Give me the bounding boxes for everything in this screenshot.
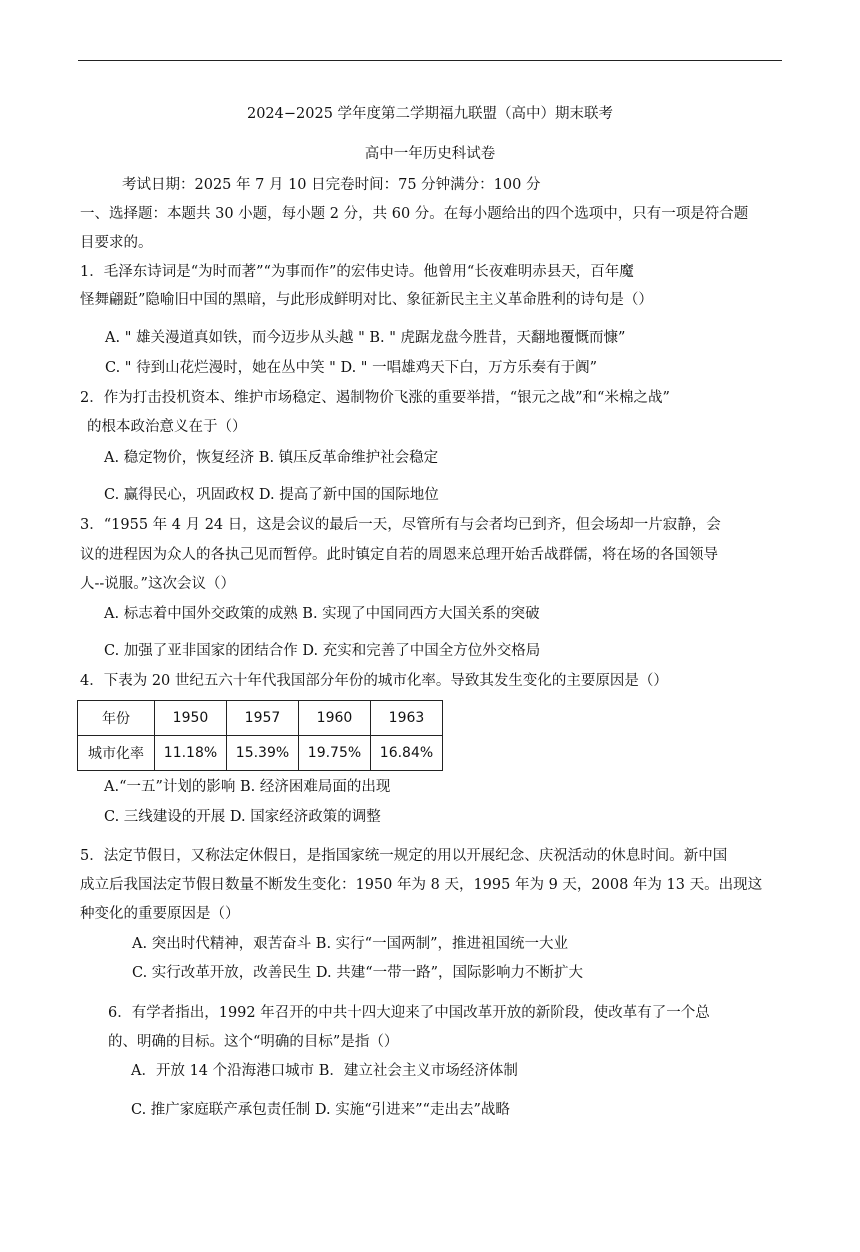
question-3-options-ab: A. 标志着中国外交政策的成熟 B. 实现了中国同西方大国关系的突破: [104, 606, 540, 622]
table-row: [78, 736, 443, 771]
table-cell: 1960: [299, 701, 371, 736]
table-cell: 19.75%: [299, 736, 371, 771]
table-cell: 1950: [155, 701, 227, 736]
question-5-stem-line1: 5．法定节假日，又称法定休假日，是指国家统一规定的用以开展纪念、庆祝活动的休息时间。新中国: [80, 848, 728, 864]
urbanization-table: [77, 700, 443, 771]
section-instruction-line1: 一、选择题：本题共 30 小题，每小题 2 分，共 60 分。在每小题给出的四个选项中，只有一项是符合题: [80, 206, 749, 222]
header-rule: [78, 60, 782, 61]
question-1-options-cd: C. " 待到山花烂漫时，她在丛中笑 " D. " 一唱雄鸡天下白，万方乐奏有于阗”: [105, 360, 597, 376]
question-2-options-ab: A. 稳定物价，恢复经济 B. 镇压反革命维护社会稳定: [104, 450, 439, 466]
question-3-stem-line3: 人--说服。”这次会议（）: [80, 576, 235, 592]
question-5-stem-line2: 成立后我国法定节假日数量不断发生变化：1950 年为 8 天，1995 年为 9 天，2008 年为 13 天。出现这: [80, 877, 763, 893]
table-cell: 年份: [78, 701, 155, 736]
table-cell: 1957: [227, 701, 299, 736]
question-6-options-cd: C. 推广家庭联产承包责任制 D. 实施“引进来”“走出去”战略: [131, 1102, 510, 1118]
question-2-stem-line1: 2．作为打击投机资本、维护市场稳定、遏制物价飞涨的重要举措，“银元之战”和“米棉之战”: [80, 390, 670, 406]
question-5-options-cd: C. 实行改革开放，改善民生 D. 共建“一带一路”，国际影响力不断扩大: [132, 965, 584, 981]
exam-info: 考试日期：2025 年 7 月 10 日完卷时间：75 分钟满分：100 分: [122, 177, 541, 193]
table-cell: 11.18%: [155, 736, 227, 771]
exam-subtitle: 高中一年历史科试卷: [364, 146, 496, 162]
question-5-options-ab: A. 突出时代精神，艰苦奋斗 B. 实行“一国两制”，推进祖国统一大业: [132, 936, 568, 952]
question-6-stem-line1: 6．有学者指出，1992 年召开的中共十四大迎来了中国改革开放的新阶段，使改革有了一个总: [108, 1005, 710, 1021]
question-1-stem-line2: 怪舞翩跹”隐喻旧中国的黑暗，与此形成鲜明对比、象征新民主主义革命胜利的诗句是（）: [80, 292, 653, 308]
question-4-options-ab: A.“一五”计划的影响 B. 经济困难局面的出现: [104, 779, 391, 795]
question-6-stem-line2: 的、明确的目标。这个“明确的目标”是指（）: [108, 1034, 399, 1050]
question-2-stem-line2: 的根本政治意义在于（）: [87, 419, 247, 435]
exam-title: 2024−2025 学年度第二学期福九联盟（高中）期末联考: [246, 106, 614, 122]
section-instruction-line2: 目要求的。: [80, 235, 153, 251]
question-6-options-ab: A．开放 14 个沿海港口城市 B．建立社会主义市场经济体制: [131, 1063, 518, 1079]
question-1-options-ab: A. " 雄关漫道真如铁，而今迈步从头越 " B. " 虎踞龙盘今胜昔，天翻地覆慨而慷”: [105, 330, 626, 346]
question-2-options-cd: C. 赢得民心，巩固政权 D. 提高了新中国的国际地位: [104, 487, 439, 503]
question-4-stem: 4．下表为 20 世纪五六十年代我国部分年份的城市化率。导致其发生变化的主要原因是（）: [80, 673, 668, 689]
question-4-options-cd: C. 三线建设的开展 D. 国家经济政策的调整: [104, 809, 381, 825]
table-cell: 1963: [371, 701, 443, 736]
table-cell: 城市化率: [78, 736, 155, 771]
question-3-stem-line1: 3．“1955 年 4 月 24 日，这是会议的最后一天，尽管所有与会者均已到齐，但会场却一片寂静，会: [80, 517, 721, 533]
question-1-stem-line1: 1．毛泽东诗词是“为时而著”“为事而作”的宏伟史诗。他曾用“长夜难明赤县天，百年魔: [80, 264, 634, 280]
table-cell: 15.39%: [227, 736, 299, 771]
question-3-options-cd: C. 加强了亚非国家的团结合作 D. 充实和完善了中国全方位外交格局: [104, 643, 541, 659]
question-5-stem-line3: 种变化的重要原因是（）: [80, 906, 240, 922]
table-cell: 16.84%: [371, 736, 443, 771]
question-3-stem-line2: 议的进程因为众人的各执己见而暂停。此时镇定自若的周恩来总理开始舌战群儒，将在场的各国领导: [80, 547, 718, 563]
table-row: [78, 701, 443, 736]
